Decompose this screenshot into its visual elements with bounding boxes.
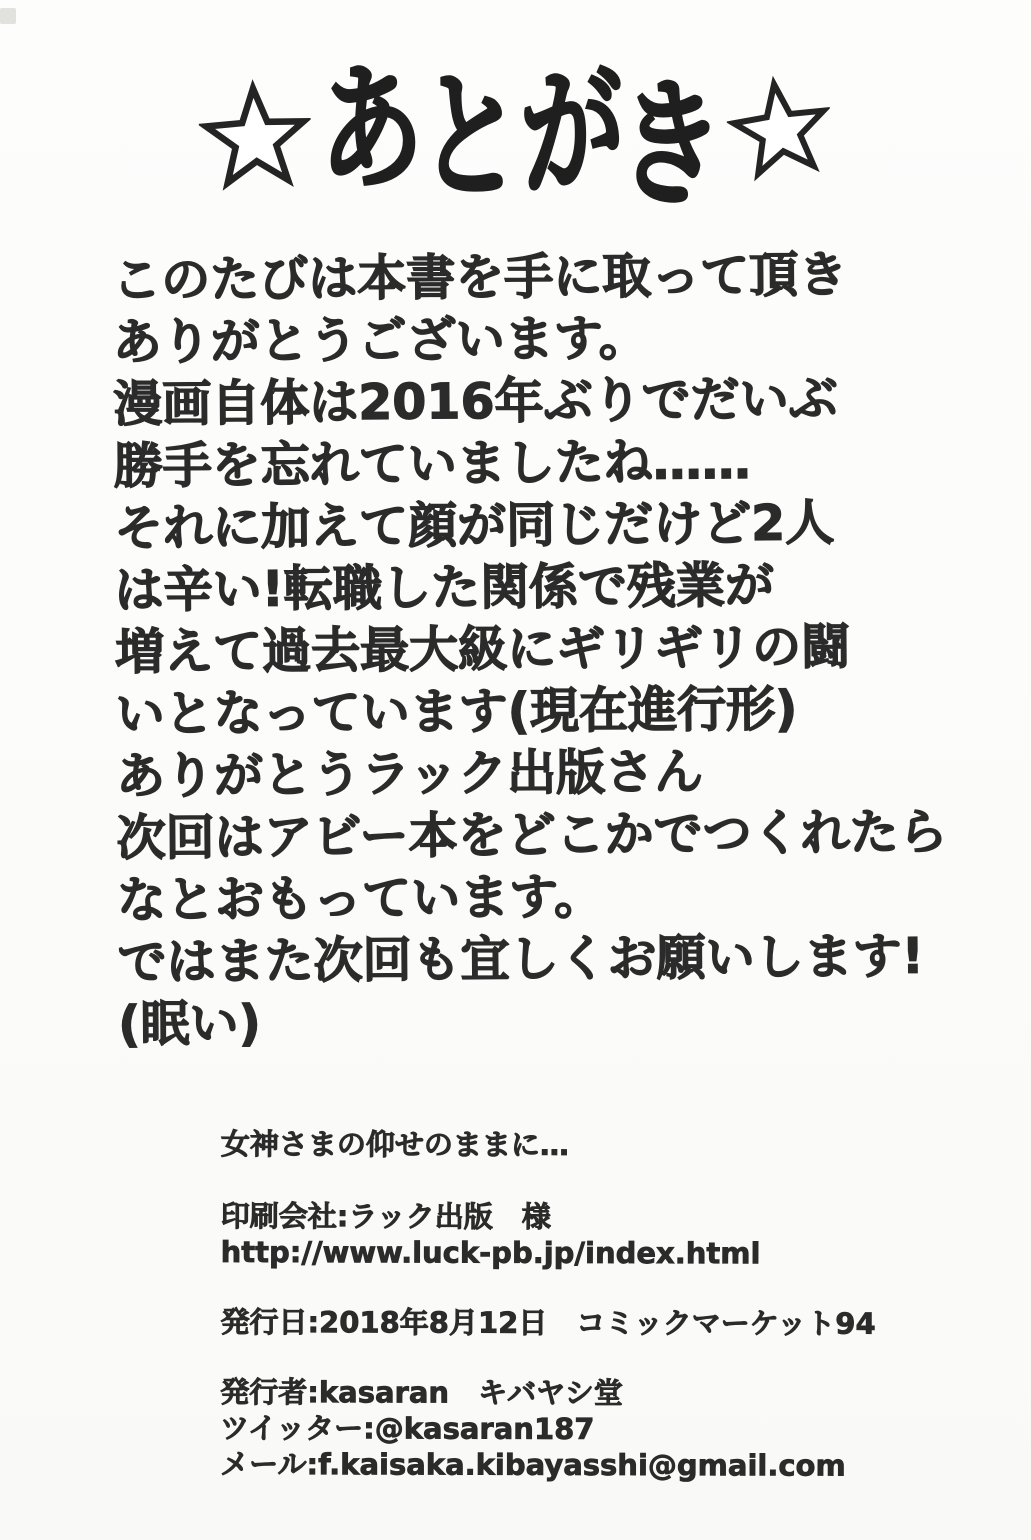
colophon-printer: 印刷会社:ラック出版 様 (220, 1198, 551, 1234)
body-line: 漫画自体は2016年ぶりでだいぶ (112, 370, 838, 433)
colophon (220, 1126, 941, 1484)
colophon-email: メール:f.kaisaka.kibayasshi@gmail.com (220, 1446, 846, 1483)
page-title: あとがき (317, 45, 724, 232)
body-line: 増えて過去最大級にギリギリの闘 (114, 618, 851, 681)
colophon-issue-date: 発行日:2018年8月12日 コミックマーケット94 (220, 1304, 876, 1341)
body-line: 次回はアビー本をどこかでつくれたら (116, 803, 948, 867)
page-title-row (0, 42, 1031, 232)
colophon-printer-url: http://www.luck-pb.jp/index.html (220, 1234, 761, 1271)
afterword-body (112, 243, 978, 1056)
colophon-publisher: 発行者:kasaran キバヤシ堂 (220, 1374, 623, 1411)
star-icon (721, 67, 839, 190)
body-line: (眠い) (117, 994, 262, 1053)
colophon-twitter: ツイッター:@kasaran187 (220, 1410, 595, 1446)
body-line: は辛い!転職した関係で残業が (114, 556, 775, 619)
colophon-book-title: 女神さまの仰せのままに… (220, 1127, 570, 1162)
body-line: ではまた次回も宜しくお願いします! (117, 927, 925, 991)
scan-artifact (0, 8, 16, 24)
body-line: このたびは本書を手に取って頂き (112, 246, 848, 309)
star-icon (197, 75, 315, 199)
body-line: いとなっています(現在進行形) (115, 680, 798, 743)
body-line: 勝手を忘れていましたね…… (113, 432, 751, 495)
body-line: なとおもっています。 (116, 868, 604, 929)
body-line: ありがとうラック出版さん (115, 743, 704, 805)
body-line: ありがとうございます。 (112, 309, 649, 371)
body-line: それに加えて顔が同じだけど2人 (113, 494, 835, 557)
